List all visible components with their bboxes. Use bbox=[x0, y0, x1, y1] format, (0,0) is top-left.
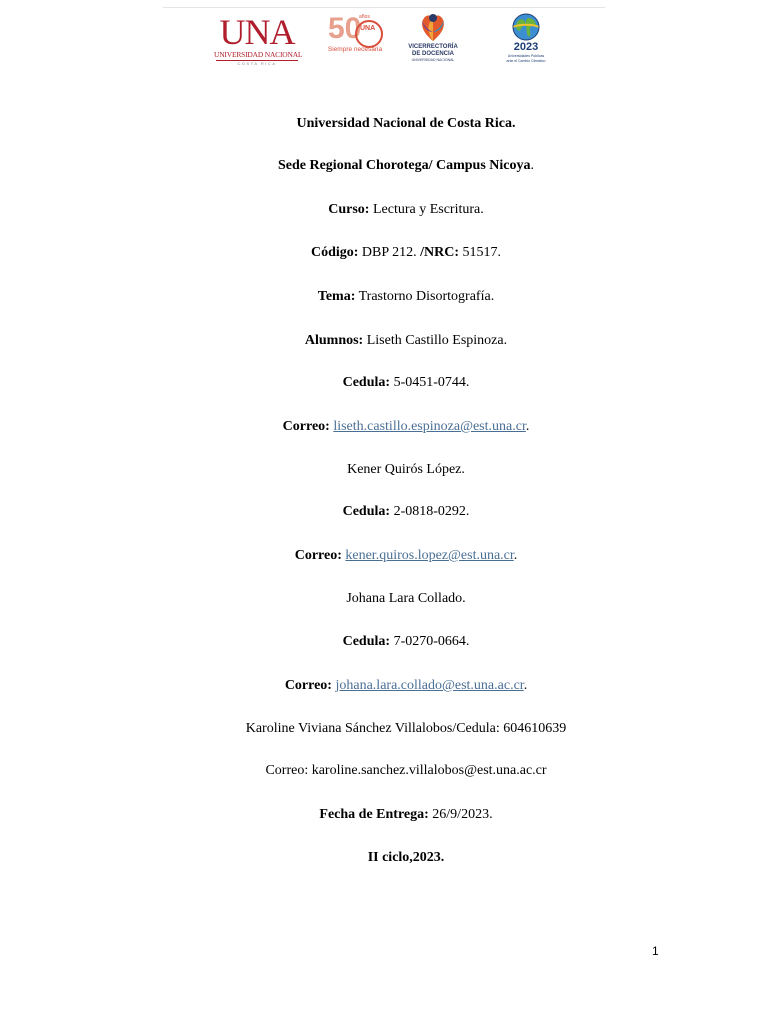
topic-value: Trastorno Disortografía. bbox=[355, 289, 495, 304]
topic-label: Tema: bbox=[317, 289, 356, 304]
code-line bbox=[164, 244, 648, 262]
university-title: Universidad Nacional de Costa Rica. bbox=[296, 116, 516, 131]
student-1-id-line bbox=[164, 374, 648, 392]
student-2-id-line bbox=[164, 503, 648, 521]
anniversary-50-logo bbox=[324, 12, 386, 58]
student-3-id-value: 7-0270-0664. bbox=[390, 634, 470, 649]
header-rule bbox=[163, 7, 605, 8]
student-1-email-period: . bbox=[525, 419, 530, 434]
topic-line bbox=[164, 288, 648, 306]
anniversary-number: 50 bbox=[328, 12, 362, 45]
student-3-email-label: Correo: bbox=[284, 678, 332, 693]
nrc-label: /NRC: bbox=[420, 245, 460, 260]
vicerrectoria-line3: UNIVERSIDAD NACIONAL bbox=[411, 58, 455, 62]
vicerrectoria-emblem-icon bbox=[418, 12, 448, 42]
student-3-email-link[interactable]: johana.lara.collado@est.una.ac.cr bbox=[335, 678, 524, 693]
anniversary-years-word: años bbox=[359, 14, 370, 20]
student-3-email-period: . bbox=[523, 678, 528, 693]
student-2-name: Kener Quirós López. bbox=[347, 462, 465, 477]
student-2-id-value: 2-0818-0292. bbox=[390, 504, 470, 519]
student-1-id-value: 5-0451-0744. bbox=[390, 375, 470, 390]
student-1-id-label: Cedula: bbox=[342, 375, 391, 390]
course-value: Lectura y Escritura. bbox=[369, 202, 484, 217]
una-logo-word: UNA bbox=[219, 12, 295, 52]
student-2-email-line bbox=[164, 547, 648, 565]
year-2023-caption bbox=[499, 54, 553, 63]
vicerrectoria-line2: DE DOCENCIA bbox=[411, 51, 454, 57]
delivery-date-value: 26/9/2023. bbox=[428, 807, 493, 822]
vicerrectoria-logo bbox=[405, 12, 461, 64]
student-1-email-label: Correo: bbox=[282, 419, 330, 434]
campus-name: Sede Regional Chorotega/ Campus Nicoya bbox=[277, 158, 531, 173]
student-2-id-label: Cedula: bbox=[342, 504, 391, 519]
students-label: Alumnos: bbox=[304, 333, 364, 348]
student-2-email-label: Correo: bbox=[294, 548, 342, 563]
student-3-id-label: Cedula: bbox=[342, 634, 391, 649]
year-2023-caption-line1: Universidades Públicas bbox=[507, 54, 545, 58]
anniversary-ring-text: UNA bbox=[360, 25, 376, 32]
vicerrectoria-line1: VICERRECTORÍA bbox=[408, 44, 458, 50]
student-3-name: Johana Lara Collado. bbox=[346, 591, 466, 606]
year-2023-caption-line2: ante el Cambio Climático bbox=[506, 58, 546, 63]
campus-period: . bbox=[530, 158, 535, 173]
delivery-date-line bbox=[164, 806, 648, 824]
student-1-email-link[interactable]: liseth.castillo.espinoza@est.una.cr bbox=[333, 419, 526, 434]
cycle-line: II ciclo,2023. bbox=[367, 850, 445, 865]
student-3-id-line bbox=[164, 633, 648, 651]
student-2-email-link[interactable]: kener.quiros.lopez@est.una.cr bbox=[345, 548, 514, 563]
globe-icon bbox=[511, 12, 541, 42]
student-4-email: Correo: karoline.sanchez.villalobos@est.una.ac.cr bbox=[265, 763, 547, 778]
campus-line bbox=[164, 157, 648, 175]
year-2023-logo bbox=[499, 12, 553, 64]
code-label: Código: bbox=[310, 245, 359, 260]
student-3-email-line bbox=[164, 677, 648, 695]
student-2-email-period: . bbox=[513, 548, 518, 563]
page-number: 1 bbox=[652, 944, 659, 958]
student-1-name: Liseth Castillo Espinoza. bbox=[363, 333, 508, 348]
una-logo bbox=[214, 12, 303, 66]
course-label: Curso: bbox=[328, 202, 370, 217]
una-logo-subtitle: UNIVERSIDAD NACIONAL bbox=[214, 50, 303, 59]
delivery-date-label: Fecha de Entrega: bbox=[319, 807, 429, 822]
year-2023-text: 2023 bbox=[513, 41, 539, 53]
code-value: DBP 212. bbox=[358, 245, 421, 260]
anniversary-caption: Siempre necesaria bbox=[327, 46, 383, 53]
student-1-email-line bbox=[164, 418, 648, 436]
course-line bbox=[164, 201, 648, 219]
students-line bbox=[164, 332, 648, 350]
student-4-name-id: Karoline Viviana Sánchez Villalobos/Cedula: 604610639 bbox=[245, 721, 567, 736]
una-logo-country: COSTA RICA bbox=[237, 61, 277, 66]
nrc-value: 51517. bbox=[459, 245, 502, 260]
